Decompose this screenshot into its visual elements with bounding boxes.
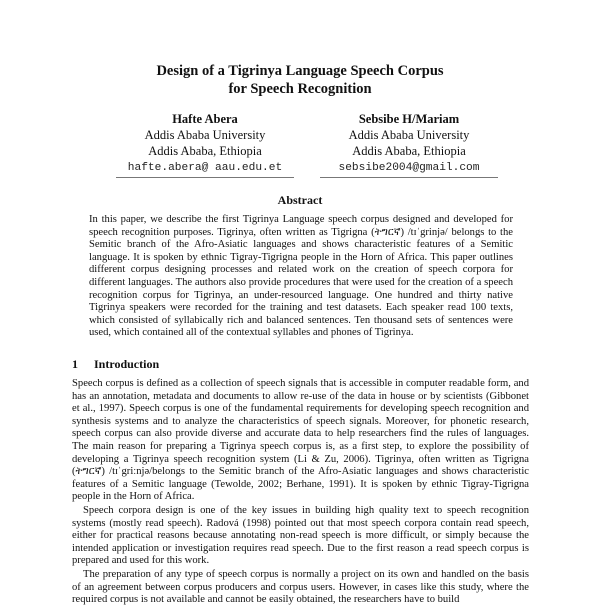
author-email: sebsibe2004@gmail.com (338, 162, 480, 174)
body-paragraph: The preparation of any type of speech corpus is normally a project on its own and handled on the basis of an agreement between corpus producers and corpus users. However, in cases like this study, where the required corpus is not available and cannot be easily obtained, the researchers have to build (72, 568, 529, 606)
title-line-2: for Speech Recognition (228, 81, 372, 97)
abstract-heading: Abstract (277, 193, 323, 207)
section-title: Introduction (94, 357, 160, 371)
title-line-1: Design of a Tigrinya Language Speech Corpus (156, 63, 444, 79)
abstract-text: In this paper, we describe the first Tigrinya Language speech corpus designed and developed for speech recognition purposes. Tigrinya, often written as Tigrigna (ትግርኛ) /tɪˈgrinjə/ belongs to the Semitic branch of the Afro-Asiatic languages and shows characteristic features of a Semitic language. It is spoken by ethnic Tigray-Tigrigna people in the Horn of Africa. This paper outlines different corpus designing processes and related work on the creation of speech corpora for different languages. The authors also provide procedures that were used for the creation of a speech recognition corpus for Tigrinya, an under-resourced language. One hundred and thirty native Tigrinya speakers were recorded for the training and test datasets. Each speaker read 100 texts, which consisted of syllabically rich and balanced sentences. Ten thousand sets of sentences were used, which contained all of the contextual syllables and phones of Tigrinya. (89, 214, 513, 339)
author-block-1 (105, 111, 305, 178)
author-name: Hafte Abera (172, 112, 238, 126)
author-location: Addis Ababa, Ethiopia (148, 144, 262, 158)
email-underline (320, 177, 498, 178)
paper-title (0, 62, 600, 98)
author-name: Sebsibe H/Mariam (358, 112, 460, 126)
section-heading (72, 357, 159, 372)
author-email: hafte.abera@ aau.edu.et (127, 162, 283, 174)
section-number: 1 (72, 357, 78, 371)
body-paragraph: Speech corpora design is one of the key issues in building high quality text to speech recognition systems (mostly read speech). Radová (1998) pointed out that most speech corpora contain read speech, either for practical reasons because annotating non-read speech is more difficult, or simply because the intended application or investigation requires read speech. Due to the first reason a read speech corpus is prepared and used for this work. (72, 504, 529, 567)
email-underline (116, 177, 294, 178)
author-affiliation: Addis Ababa University (144, 128, 266, 142)
section-body (72, 378, 529, 608)
author-block-2 (309, 111, 509, 178)
body-paragraph: Speech corpus is defined as a collection of speech signals that is accessible in computer readable form, and has an annotation, metadata and documents to allow re-use of the data in house or by scientists (Gibbonet et al., 1997). Speech corpus is one of the fundamental requirements for developing speech recognition and synthesis systems and to analyze the characteristics of speech signals. Moreover, for phonetic research, speech corpus can also provide diverse and accurate data to help researchers find the rules of languages. The main reason for preparing a Tigrinya speech corpus is, as a first step, to explore the possibility of developing a Tigrinya speech recognition system (Li & Zu, 2006). Tigrinya, often written as Tigrigna (ትግርኛ) /tɪˈgriːnjə/belongs to the Semitic branch of the Afro-Asiatic languages and shows characteristic features of a Semitic language (Tewolde, 2002; Berhane, 1991). It is spoken by ethnic Tigray-Tigrigna people in the Horn of Africa. (72, 378, 529, 503)
author-affiliation: Addis Ababa University (348, 128, 470, 142)
author-location: Addis Ababa, Ethiopia (352, 144, 466, 158)
